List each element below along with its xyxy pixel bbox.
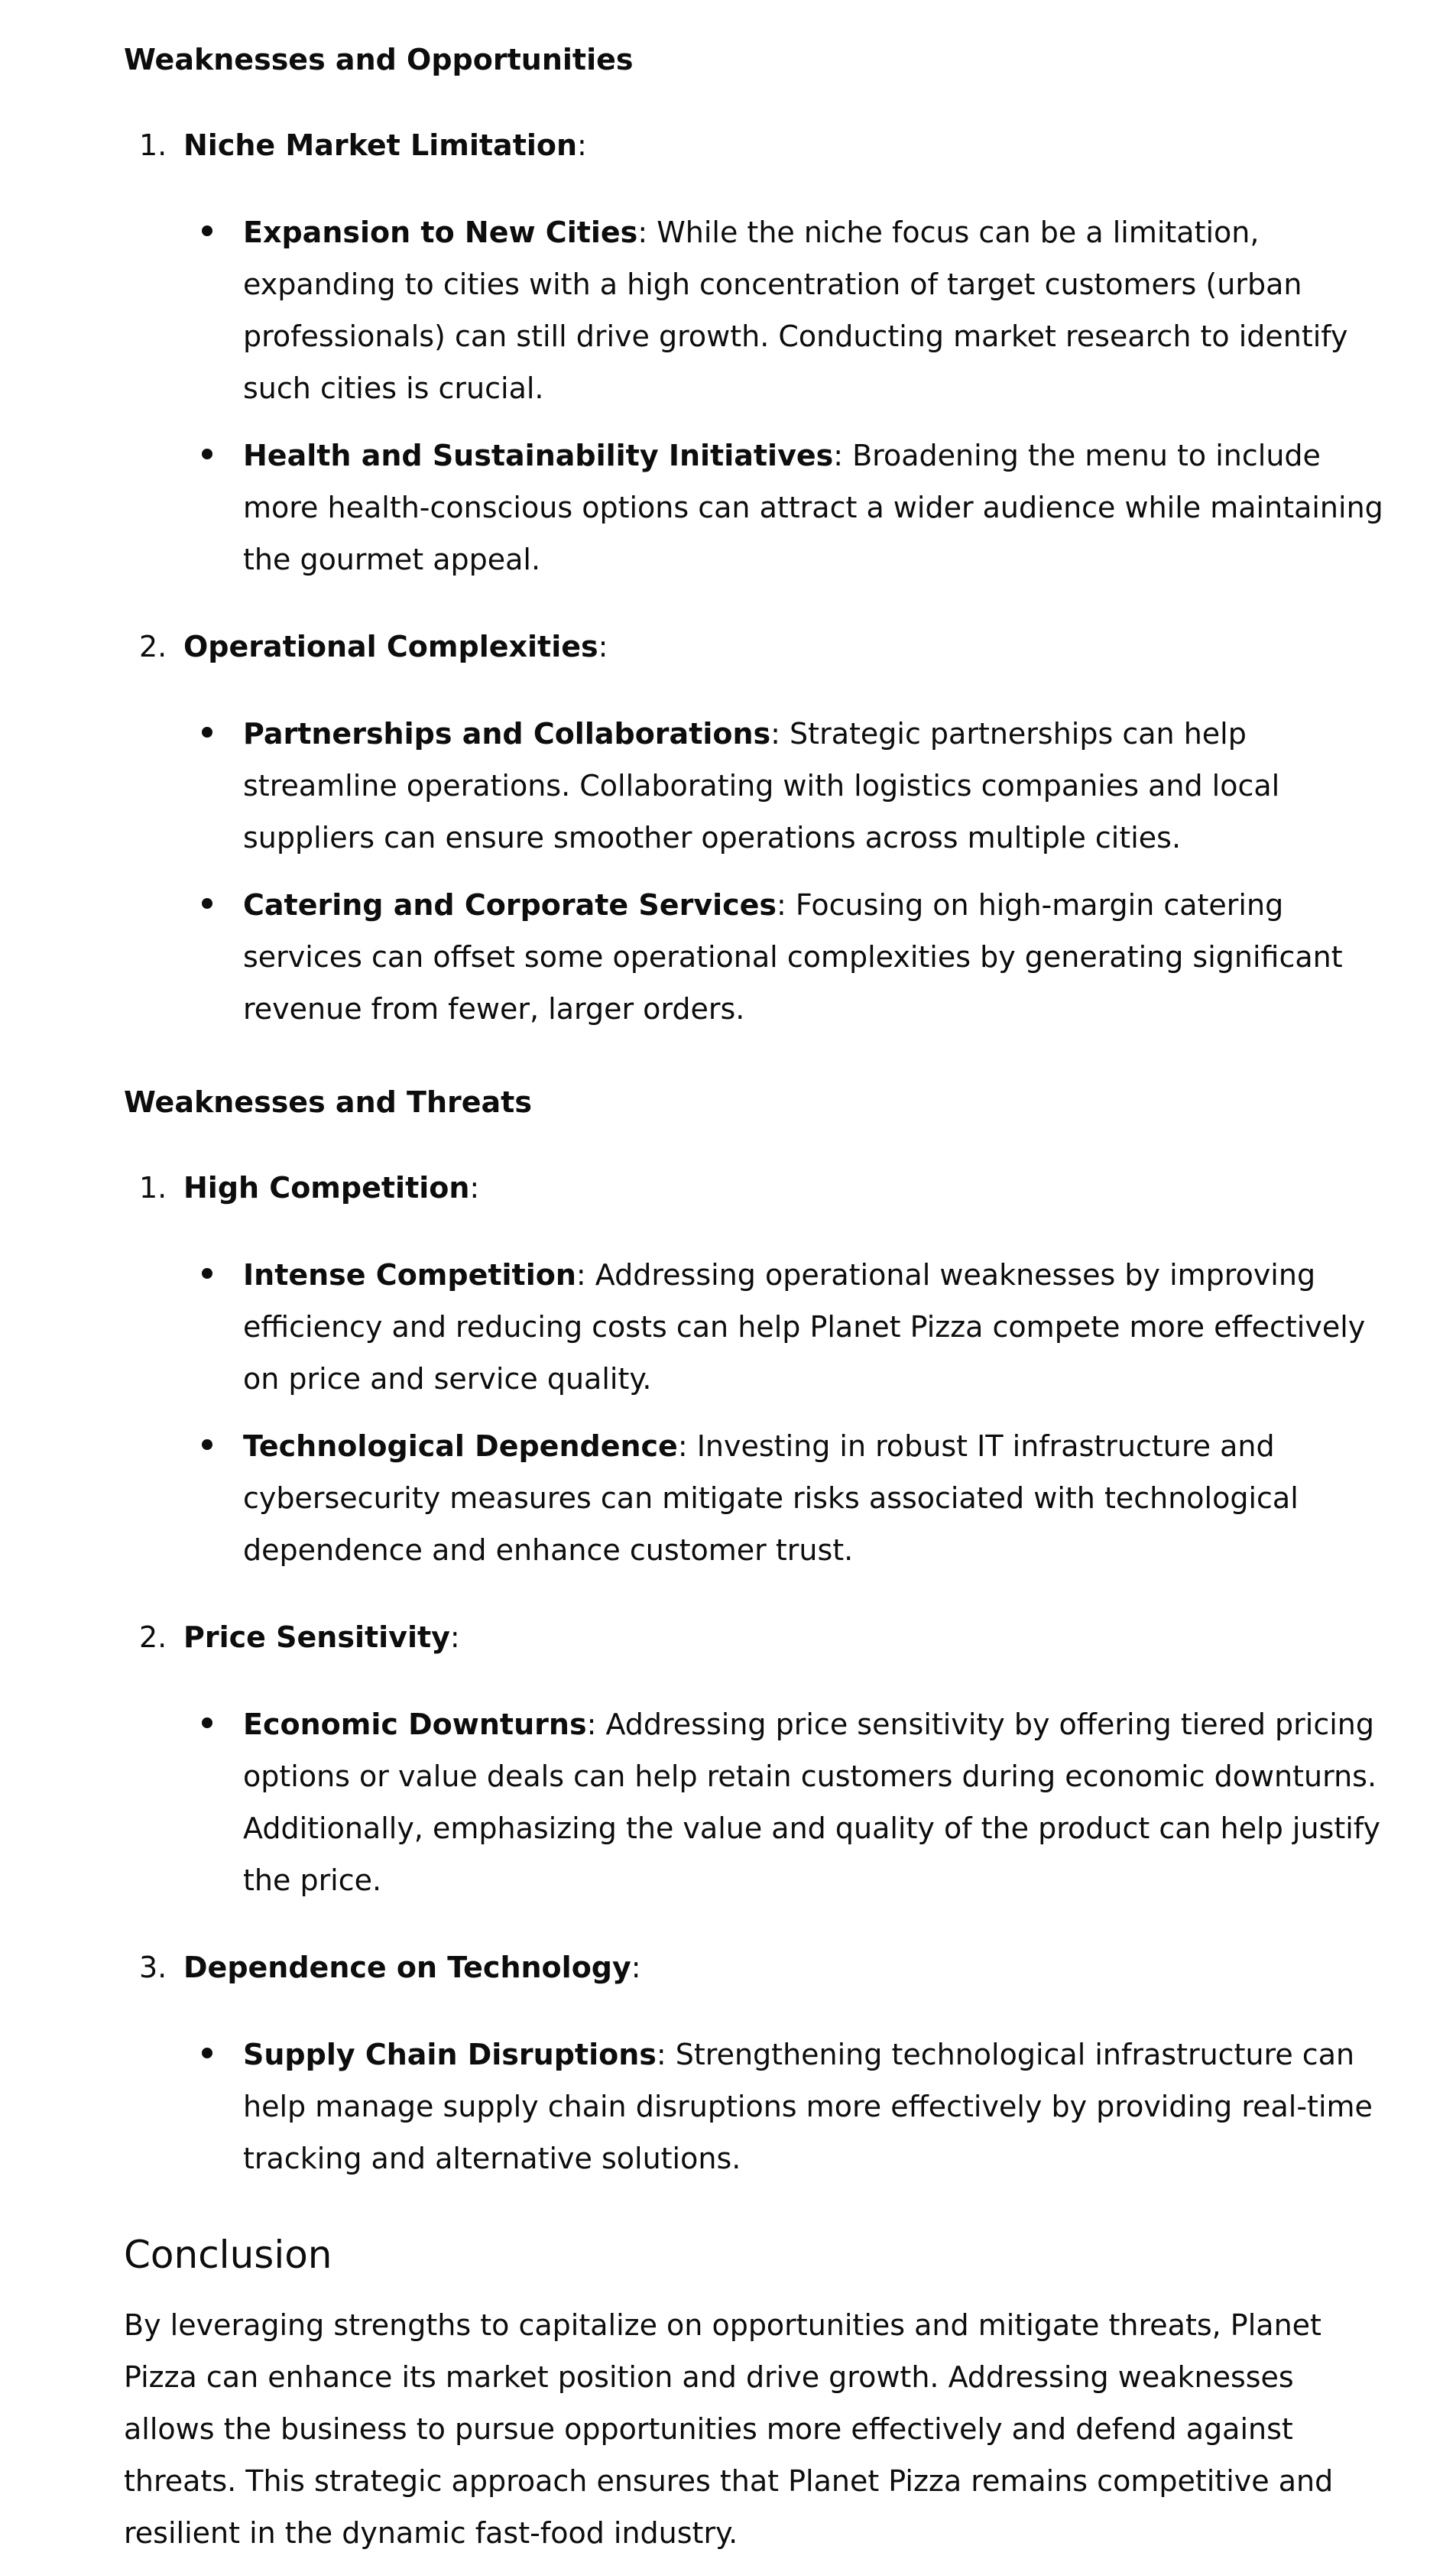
item-title: Niche Market Limitation: <box>183 128 587 162</box>
list-item <box>124 1943 1387 2184</box>
bullet-item <box>183 708 1387 864</box>
numbered-list <box>124 1163 1387 2184</box>
list-item <box>124 1613 1387 1906</box>
bullet-dot-icon <box>202 1439 212 1450</box>
conclusion-paragraph: By leveraging strengths to capitalize on opportunities and mitigate threats, Planet Pizza can enhance its market position and drive growth. Addressing weaknesses allows the business to pursue opportunities more effectively and defend against threats. This strategic approach ensures that Planet Pizza remains competitive and resilient in the dynamic fast-food industry. <box>124 2308 1334 2550</box>
list-item <box>124 1163 1387 1576</box>
bullet-item <box>183 1698 1387 1906</box>
conclusion-heading: Conclusion <box>124 2233 332 2277</box>
list-number: 1. <box>139 128 167 162</box>
bullet-term: Economic Downturns <box>243 1708 587 1741</box>
bullet-text: : While the niche focus can be a limitation, expanding to cities with a high concentration of target customers (urban professionals) can still drive growth. Conducting market research to identify such cities is crucial. <box>243 216 1348 405</box>
list-number: 2. <box>139 1620 167 1654</box>
bullet-item <box>183 1420 1387 1576</box>
bullet-item <box>183 206 1387 414</box>
bullet-dot-icon <box>202 1717 212 1728</box>
bullet-dot-icon <box>202 898 212 909</box>
item-title-text: Niche Market Limitation <box>183 128 578 162</box>
bullet-term: Intense Competition <box>243 1258 576 1292</box>
item-title-text: Price Sensitivity <box>183 1620 450 1654</box>
bullet-term: Technological Dependence <box>243 1429 678 1463</box>
bullet-dot-icon <box>202 2048 212 2058</box>
bullet-text: : Strengthening technological infrastructure can help manage supply chain disruptions more effectively by providing real-time tracking and alternative solutions. <box>243 2038 1373 2175</box>
bullet-term: Health and Sustainability Initiatives <box>243 439 834 472</box>
bullet-list <box>183 206 1387 585</box>
bullet-item <box>183 879 1387 1035</box>
section-heading-weaknesses-threats: Weaknesses and Threats <box>124 1085 532 1119</box>
numbered-list <box>124 121 1387 1035</box>
bullet-text: : Investing in robust IT infrastructure and cybersecurity measures can mitigate risks associated with technological dependence and enhance customer trust. <box>243 1429 1299 1567</box>
bullet-text: : Broadening the menu to include more health-conscious options can attract a wider audience while maintaining the gourmet appeal. <box>243 439 1383 576</box>
bullet-dot-icon <box>202 727 212 738</box>
bullet-term: Partnerships and Collaborations <box>243 717 771 751</box>
bullet-list <box>183 1249 1387 1576</box>
bullet-text: : Strategic partnerships can help streamline operations. Collaborating with logistics companies and local suppliers can ensure smoother operations across multiple cities. <box>243 717 1280 855</box>
list-item <box>124 121 1387 585</box>
bullet-item <box>183 430 1387 585</box>
list-number: 3. <box>139 1951 167 1984</box>
bullet-term: Supply Chain Disruptions <box>243 2038 657 2071</box>
item-title: Dependence on Technology: <box>183 1951 641 1984</box>
list-number: 2. <box>139 630 167 663</box>
bullet-list <box>183 2029 1387 2184</box>
item-title-text: Operational Complexities <box>183 630 598 663</box>
bullet-text: : Addressing operational weaknesses by improving efficiency and reducing costs can help Planet Pizza compete more effectively on price and service quality. <box>243 1258 1366 1396</box>
section-heading-weaknesses-opportunities: Weaknesses and Opportunities <box>124 43 634 76</box>
bullet-text: : Focusing on high-margin catering services can offset some operational complexities by generating significant revenue from fewer, larger orders. <box>243 888 1343 1026</box>
bullet-term: Catering and Corporate Services <box>243 888 777 922</box>
bullet-dot-icon <box>202 225 212 236</box>
bullet-list <box>183 708 1387 1035</box>
bullet-list <box>183 1698 1387 1906</box>
bullet-text: : Addressing price sensitivity by offering tiered pricing options or value deals can help retain customers during economic downturns. Additionally, emphasizing the value and quality of the product can help justify the price. <box>243 1708 1380 1897</box>
item-title: Price Sensitivity: <box>183 1620 460 1654</box>
list-item <box>124 622 1387 1035</box>
item-title-text: Dependence on Technology <box>183 1951 631 1984</box>
bullet-item <box>183 1249 1387 1405</box>
item-title: High Competition: <box>183 1171 480 1205</box>
bullet-item <box>183 2029 1387 2184</box>
item-title: Operational Complexities: <box>183 630 608 663</box>
item-title-text: High Competition <box>183 1171 470 1205</box>
bullet-dot-icon <box>202 1268 212 1279</box>
bullet-term: Expansion to New Cities <box>243 216 638 249</box>
list-number: 1. <box>139 1171 167 1205</box>
bullet-dot-icon <box>202 449 212 459</box>
